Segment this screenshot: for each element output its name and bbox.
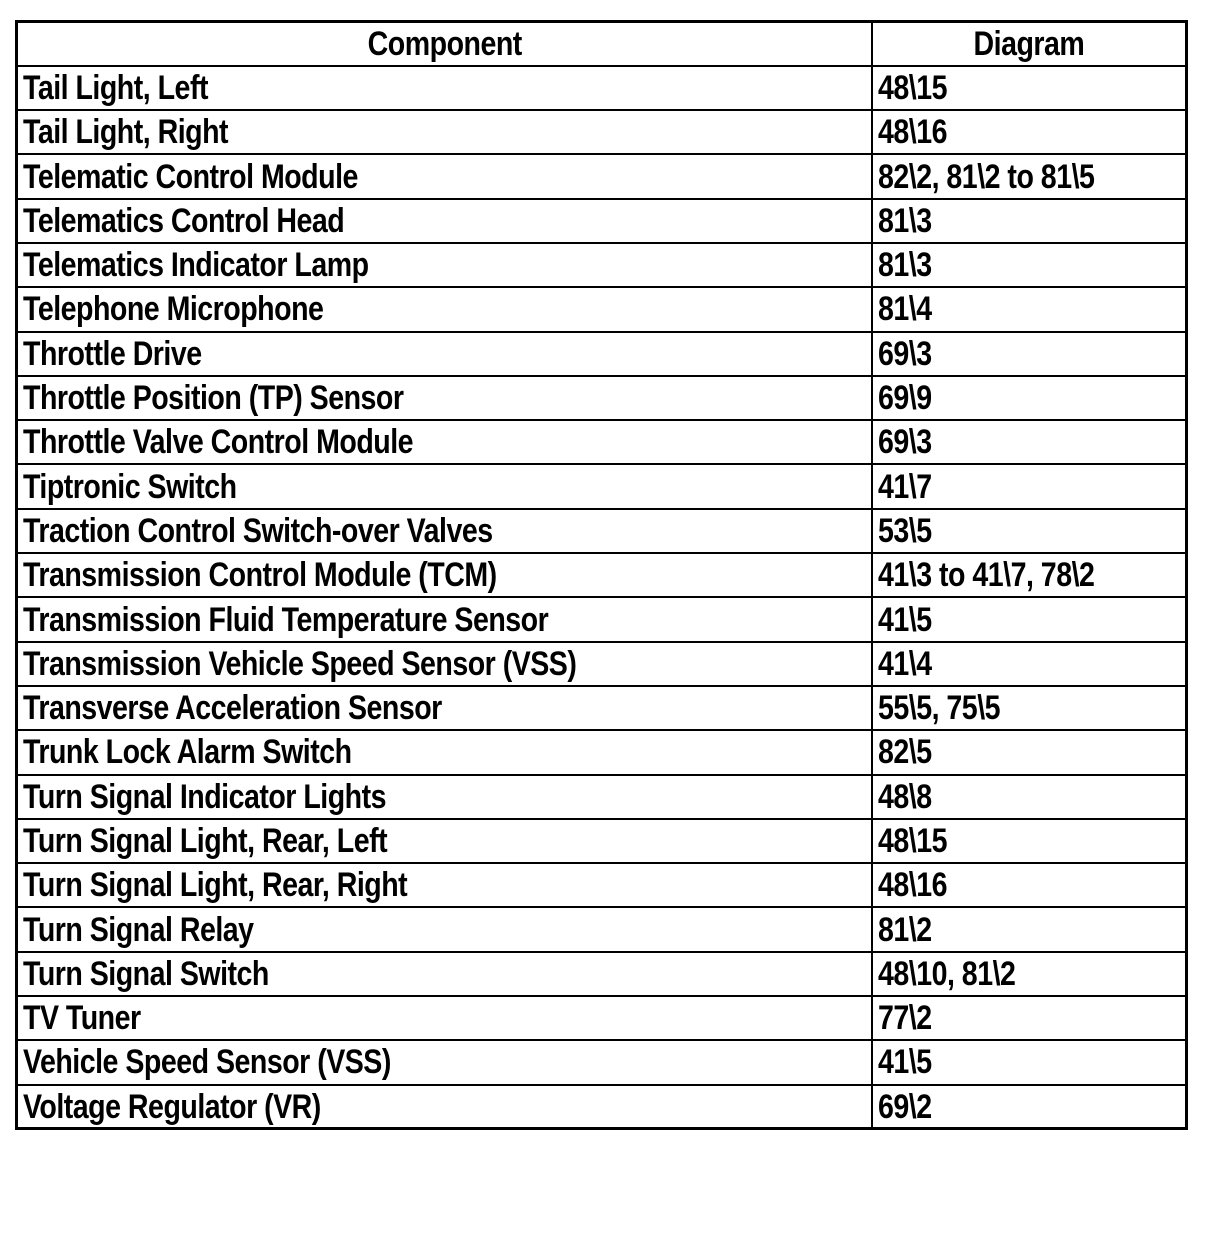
- table-body: [17, 66, 1187, 1129]
- diagram-cell: [872, 66, 1187, 110]
- diagram-reference: 41\4: [877, 644, 932, 683]
- header-diagram: [872, 22, 1187, 66]
- component-name: Transmission Control Module (TCM): [23, 556, 497, 595]
- component-name: Traction Control Switch-over Valves: [23, 511, 493, 550]
- component-name: Throttle Valve Control Module: [23, 423, 414, 462]
- diagram-reference: 48\10, 81\2: [877, 954, 1015, 993]
- diagram-reference: 48\16: [877, 866, 947, 905]
- component-name: Turn Signal Relay: [23, 910, 254, 949]
- diagram-cell: [872, 553, 1187, 597]
- component-name: Telematics Control Head: [23, 201, 345, 240]
- diagram-reference: 77\2: [877, 999, 932, 1038]
- component-cell: [17, 952, 872, 996]
- diagram-reference: 41\5: [877, 600, 932, 639]
- table-row: [17, 730, 1187, 774]
- component-cell: [17, 1085, 872, 1129]
- table-row: [17, 775, 1187, 819]
- diagram-reference: 81\3: [877, 201, 932, 240]
- diagram-cell: [872, 287, 1187, 331]
- diagram-cell: [872, 243, 1187, 287]
- table-row: [17, 199, 1187, 243]
- component-cell: [17, 907, 872, 951]
- component-cell: [17, 332, 872, 376]
- component-name: Turn Signal Light, Rear, Right: [23, 866, 408, 905]
- component-cell: [17, 996, 872, 1040]
- table-row: [17, 553, 1187, 597]
- diagram-cell: [872, 199, 1187, 243]
- table-row: [17, 996, 1187, 1040]
- diagram-cell: [872, 775, 1187, 819]
- diagram-cell: [872, 996, 1187, 1040]
- header-diagram-label: Diagram: [973, 24, 1085, 63]
- component-cell: [17, 66, 872, 110]
- diagram-cell: [872, 1085, 1187, 1129]
- diagram-cell: [872, 819, 1187, 863]
- diagram-reference: 48\16: [877, 113, 947, 152]
- component-cell: [17, 597, 872, 641]
- table-header: [17, 22, 1187, 66]
- component-cell: [17, 553, 872, 597]
- table-row: [17, 154, 1187, 198]
- diagram-reference: 69\3: [877, 423, 932, 462]
- diagram-cell: [872, 110, 1187, 154]
- table-row: [17, 420, 1187, 464]
- diagram-reference: 55\5, 75\5: [877, 689, 1000, 728]
- diagram-reference: 82\5: [877, 733, 932, 772]
- component-cell: [17, 642, 872, 686]
- component-name: Telematic Control Module: [23, 157, 358, 196]
- diagram-reference: 41\5: [877, 1043, 932, 1082]
- component-cell: [17, 199, 872, 243]
- diagram-cell: [872, 642, 1187, 686]
- table-row: [17, 819, 1187, 863]
- diagram-reference: 41\7: [877, 467, 932, 506]
- component-name: Trunk Lock Alarm Switch: [23, 733, 352, 772]
- component-name: Transmission Vehicle Speed Sensor (VSS): [23, 644, 577, 683]
- component-name: Telephone Microphone: [23, 290, 324, 329]
- component-cell: [17, 819, 872, 863]
- diagram-reference: 48\8: [877, 777, 932, 816]
- diagram-reference: 48\15: [877, 821, 947, 860]
- component-name: Turn Signal Light, Rear, Left: [23, 821, 388, 860]
- component-cell: [17, 775, 872, 819]
- component-name: Transverse Acceleration Sensor: [23, 689, 442, 728]
- diagram-cell: [872, 952, 1187, 996]
- diagram-cell: [872, 863, 1187, 907]
- component-name: Turn Signal Indicator Lights: [23, 777, 386, 816]
- table-row: [17, 376, 1187, 420]
- component-name: Tail Light, Left: [23, 68, 208, 107]
- diagram-cell: [872, 376, 1187, 420]
- component-diagram-table: [15, 20, 1188, 1130]
- header-component: [17, 22, 872, 66]
- diagram-reference: 69\2: [877, 1087, 932, 1126]
- diagram-reference: 48\15: [877, 68, 947, 107]
- table-row: [17, 686, 1187, 730]
- table-row: [17, 597, 1187, 641]
- component-cell: [17, 287, 872, 331]
- component-cell: [17, 464, 872, 508]
- diagram-reference: 81\3: [877, 246, 932, 285]
- table-row: [17, 110, 1187, 154]
- table-row: [17, 332, 1187, 376]
- header-component-label: Component: [367, 24, 522, 63]
- table-row: [17, 863, 1187, 907]
- diagram-cell: [872, 420, 1187, 464]
- component-cell: [17, 420, 872, 464]
- component-name: Tail Light, Right: [23, 113, 229, 152]
- header-row: [17, 22, 1187, 66]
- component-cell: [17, 243, 872, 287]
- diagram-reference: 81\2: [877, 910, 932, 949]
- component-cell: [17, 686, 872, 730]
- table-row: [17, 1040, 1187, 1084]
- component-cell: [17, 154, 872, 198]
- diagram-cell: [872, 332, 1187, 376]
- diagram-cell: [872, 509, 1187, 553]
- table-row: [17, 1085, 1187, 1129]
- component-name: Transmission Fluid Temperature Sensor: [23, 600, 549, 639]
- component-cell: [17, 509, 872, 553]
- diagram-reference: 53\5: [877, 511, 932, 550]
- diagram-reference: 81\4: [877, 290, 932, 329]
- table-row: [17, 287, 1187, 331]
- table-row: [17, 642, 1187, 686]
- diagram-cell: [872, 686, 1187, 730]
- diagram-cell: [872, 154, 1187, 198]
- component-cell: [17, 863, 872, 907]
- diagram-reference: 41\3 to 41\7, 78\2: [877, 556, 1094, 595]
- diagram-reference: 69\9: [877, 379, 932, 418]
- component-cell: [17, 376, 872, 420]
- component-table-container: [15, 20, 1188, 1130]
- component-name: Throttle Drive: [23, 334, 202, 373]
- component-name: TV Tuner: [23, 999, 141, 1038]
- component-cell: [17, 110, 872, 154]
- component-name: Tiptronic Switch: [23, 467, 237, 506]
- diagram-cell: [872, 907, 1187, 951]
- table-row: [17, 243, 1187, 287]
- table-row: [17, 464, 1187, 508]
- component-cell: [17, 1040, 872, 1084]
- component-name: Throttle Position (TP) Sensor: [23, 379, 404, 418]
- component-name: Turn Signal Switch: [23, 954, 269, 993]
- table-row: [17, 952, 1187, 996]
- diagram-cell: [872, 597, 1187, 641]
- component-name: Vehicle Speed Sensor (VSS): [23, 1043, 391, 1082]
- component-name: Voltage Regulator (VR): [23, 1087, 321, 1126]
- diagram-reference: 69\3: [877, 334, 932, 373]
- diagram-reference: 82\2, 81\2 to 81\5: [877, 157, 1094, 196]
- table-row: [17, 509, 1187, 553]
- table-row: [17, 907, 1187, 951]
- table-row: [17, 66, 1187, 110]
- diagram-cell: [872, 730, 1187, 774]
- component-cell: [17, 730, 872, 774]
- component-name: Telematics Indicator Lamp: [23, 246, 369, 285]
- diagram-cell: [872, 1040, 1187, 1084]
- diagram-cell: [872, 464, 1187, 508]
